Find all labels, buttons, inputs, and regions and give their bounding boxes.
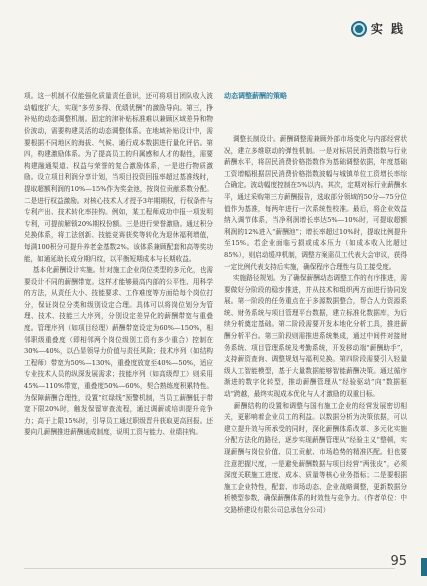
right-column-body: 调整长制设计。薪酬调整需兼顾外部市场变化与内部经营状况，建立多维联动的弹性机制。一是对标居民消费指数与行业薪酬水平，将居民消费价格指数作为基础调整依据，年度基础工资增幅根据居民消费价格指数波幅与城镇单位工资增长率综合确定。波动幅度控制在5%以内。其次，定期对标行业薪酬水平，通过采购第三方薪酬报告，选取部分领域的50分—75分位值作为基准，每两年进行一次系统性校准。最后，将企业效益纳入调节体系，当净利润增长率达5%—10%时，可提取超额利润的12%进入“薪酬池”；增长率超过10%时，提取比例提升至15%。若企业面临亏损或成本压力（如成本收入比超过85%），则启动缓冲机制，调整方案需员工代表大会审议，获得一定比例代表支持后实施，确保程序合理性与员工接受度。 实施路径规划。为了确保薪酬动态调整工作的有序推进，需要做好分阶段的稳步推进，并从技术和组织两方面进行协同发展。第一阶段的任务重点在于多源数据整合，帮合人力资源系统、财务系统与项目管理平台数据，建立标准化数据库，为后续分析奠定基础。第二阶段需要开发本地化分析工具，推进薪酬分析平台。第三阶段则需推进系统集成，通过中间件对接财务系统、项目管理系统及考勤系统，开发移动端“薪酬助手”，支持薪资查询、调整规划与福利兑换。第四阶段需要引入轻量级人工智能模型，基于大量数据能够智能薪酬决策。通过循序渐进的数字化转型，推动薪酬管理从“经验驱动”向“数据驱动”跨越，最终实现成本优化与人才激励的双重目标。 薪酬结构的设置和调整与国有施工企业的经营发展密切相关，更影响着企业员工的利益。以数据分析为决策依据，可以建立提升效与所承受的同时，深化薪酬体系改革、多元化实施分配方法化的路径，逐步实现薪酬管理从“经验主义”整顿，实现薪酬与岗位价值、员工贡献、市场趋势的精准匹配。但也要注意把握尺度，一是避免薪酬数据与项目经营“两张皮”，必须深度关联施工进度、成本、质量等核心业务指标；二是要根据施工企业特性，配套、市场动态、企业战略调整，更新数据分析模型参数，确保薪酬体系的时效性与竞争力。（作者单位：中交路桥建设有限公司总承包分公司） [224,134,407,514]
section-badge-icon [351,21,367,37]
left-column-body: 项。这一机制不仅能强化质量责任意识，还可将项目团队收入波动幅度扩大，实现“多劳多得、优绩优酬”的激励导向。第三，挣补贴的动态调整机制。固定的津补贴标准难以兼顾区域差异和物价波动，需要构建灵活的动态调整体系。在地域补贴设计中，需要根据不同地区的海拔、气候、通行成本数据进行量化评估。第四，构建激励体系。为了提高员工的归属感和人才的黏性，需要构建融通渠道、权益与荣誉的复合激励体系，一是进行物质激励。设立项目利润分享计划，当项目投资回报率超过基准线时，提取超额利润的10%—15%作为奖金池，按岗位贡献系数分配。二是进行权益激励。对核心技术人才授予3年期期权，行权条件与专利产出、技术转化率挂钩。例如，某工程师成功申报一项发明专利，可提前解锁20%期权份额。三是进行荣誉激励。通过积分兑换体系，将工法创新、技能竞赛获奖等转化为退休福利增值，每满100积分可提升养老金基数2%。该体系兼顾配套和高等奖功能，如通延助长成分期归纹，以平衡短期成本与长期收益。 基本化薪酬设计实施。针对施工企业岗位类型的多元化，也需要设计不同的薪酬带宽。这样才能够最高内部的公平性、用科学的方法，从责任大小、技能要求、工作难度等方面给每个岗位打分，保证岗位分类和级别设定合理。具体可以将岗位划分为管理、技术、技能三大序列，分别设定差异化的薪酬带宽与重叠度。管理序列（如项目经理）薪酬带宽设定为60%—150%，相邻职级重叠度（即相邻两个岗位级别工资有多少重合）控制在30%—40%，以凸显领导力价值与责任风险；技术序列（如结构工程师）带宽为50%—130%，重叠度放宽至40%—50%，适应专业技术人员的纵深发展需求；技能序列（如高级焊工）则采用45%—110%带宽，重叠度50%—60%，契合熟练度积累特性。为保障薪酬合理性，设置“红绿线”预警机制，当员工薪酬低于带宽下限20%时，触发保留审查流程，通过调薪或培训提升竞争力；高于上限15%时，引导员工通过职级晋升获取更高回报。还要向几薪酬推进薪酬通成制度，说明工资与能力、业绩挂钩。 [24,92,213,437]
right-text-column [224,68,407,568]
left-text-column [24,68,213,568]
page-header [351,20,405,37]
section-title-label: 实 践 [370,22,405,36]
page-edge-bar [421,558,427,576]
footer-divider [24,568,395,569]
right-section-heading: 动态调整薪酬的策略 [224,92,287,101]
page-number: 95 [390,554,407,569]
